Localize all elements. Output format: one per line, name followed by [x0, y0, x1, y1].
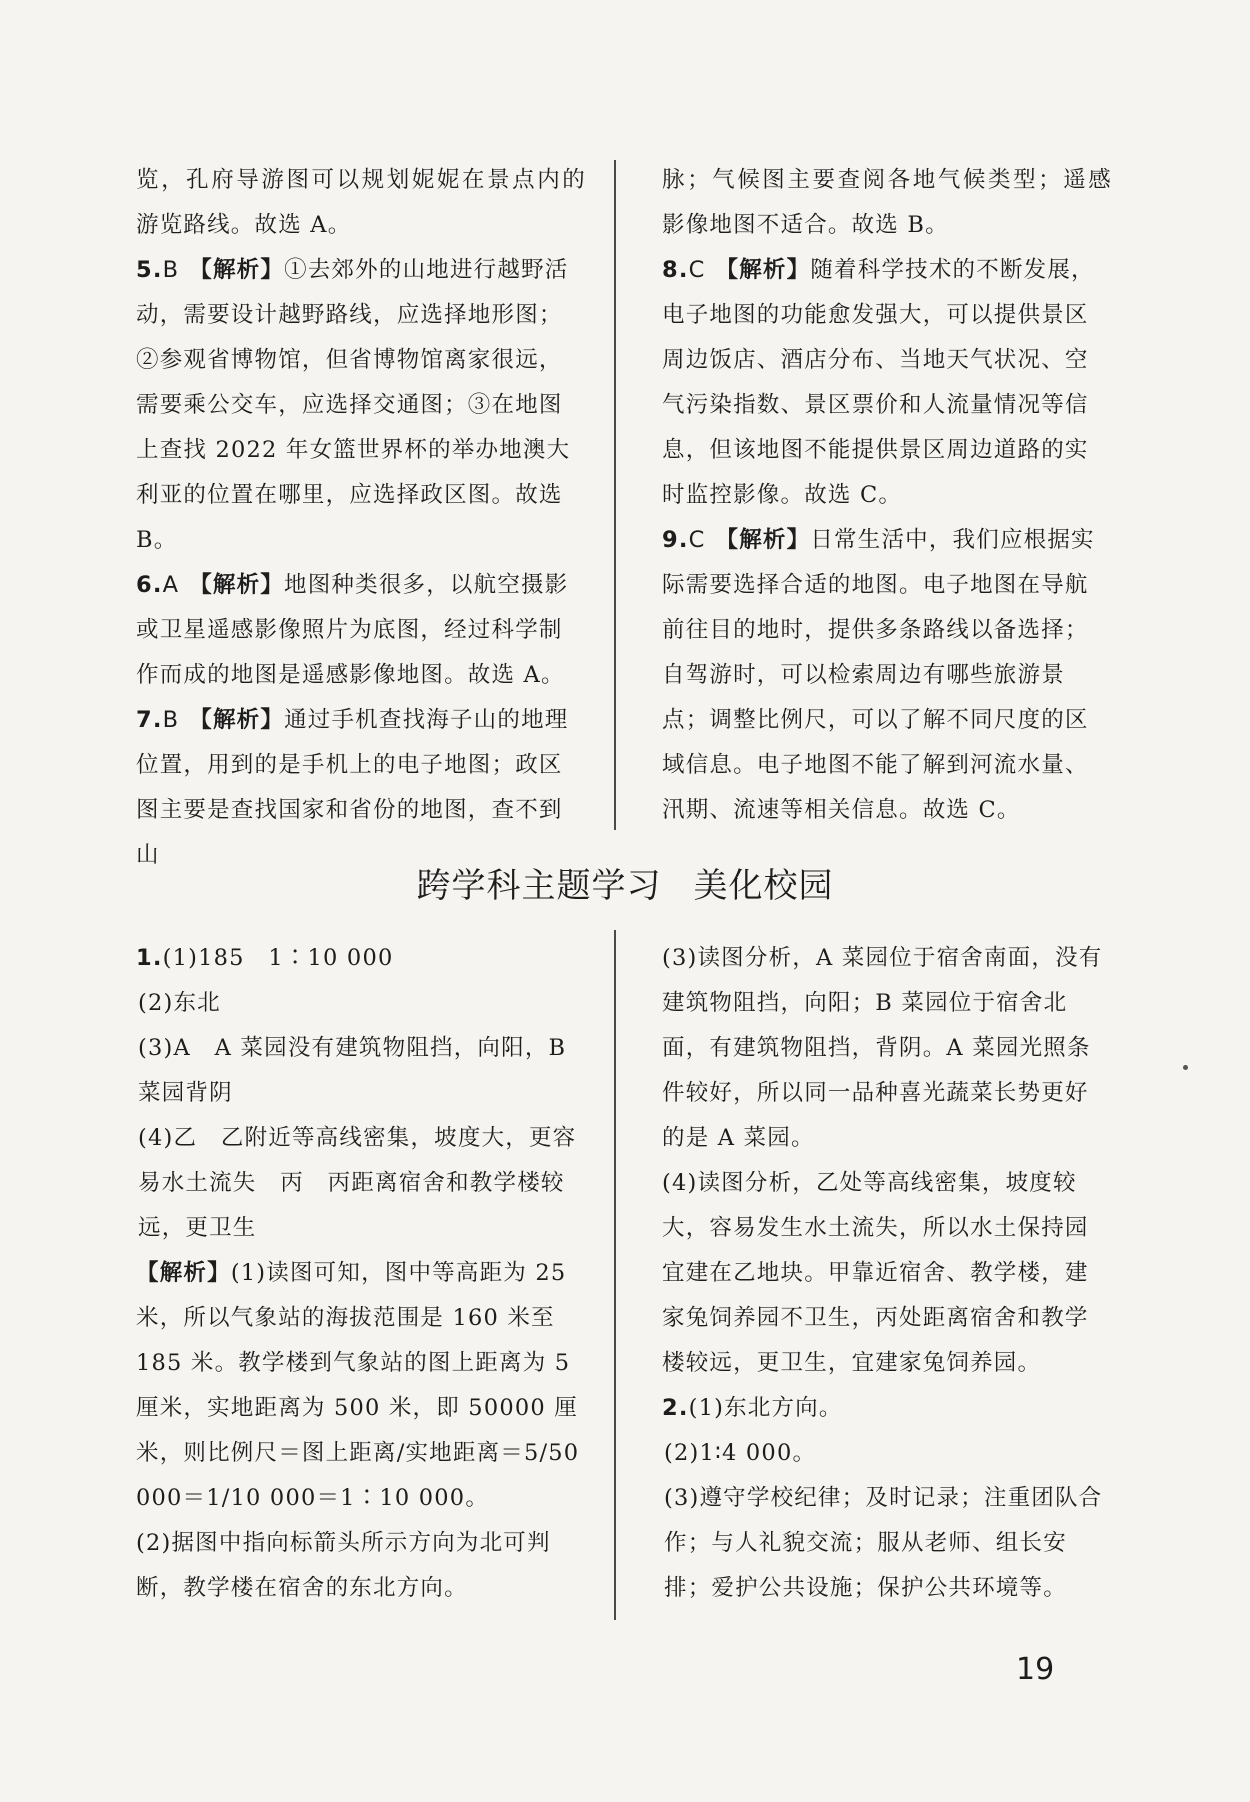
analysis-item-4 — [662, 1161, 1112, 1386]
answer-item-2-part-3 — [662, 1476, 1112, 1611]
answer-text: (2)东北 — [138, 990, 221, 1016]
section-title-main: 跨学科主题学习 — [416, 866, 662, 906]
answer-item-1-part-3 — [136, 1026, 586, 1116]
right-column-top — [662, 158, 1112, 833]
column-divider-top — [614, 160, 616, 830]
item-answer: B — [162, 257, 180, 283]
item-number: 5. — [136, 257, 163, 283]
analysis-text: (3)读图分析，A 菜园位于宿舍南面，没有建筑物阻挡，向阳；B 菜园位于宿舍北面，有建筑物阻挡，背阴。A 菜园光照条件较好，所以同一品种喜光蔬菜长势更好的是 A 菜园。 — [662, 945, 1103, 1151]
right-column-bottom — [662, 936, 1112, 1611]
continued-paragraph — [136, 158, 586, 248]
section-title — [0, 858, 1250, 907]
analysis-tag: 【解析】 — [715, 257, 811, 283]
answer-item-1-part-4 — [136, 1116, 586, 1251]
item-number: 7. — [136, 707, 163, 733]
answer-text: (4)乙 乙附近等高线密集，坡度大，更容易水土流失 丙 丙距离宿舍和教学楼较远，更卫生 — [138, 1125, 577, 1241]
analysis-tag: 【解析】 — [189, 572, 285, 598]
answer-item-9 — [662, 518, 1112, 833]
analysis-tag: 【解析】 — [136, 1260, 231, 1286]
answer-item-7 — [136, 698, 586, 878]
item-answer: A — [162, 572, 180, 598]
answer-text: (1)185 1∶10 000 — [162, 945, 394, 971]
analysis-item-2 — [136, 1521, 586, 1611]
answer-text: (2)1∶4 000。 — [664, 1440, 817, 1466]
answer-item-8 — [662, 248, 1112, 518]
analysis-text: 日常生活中，我们应根据实际需要选择合适的地图。电子地图在导航前往目的地时，提供多条路线以备选择；自驾游时，可以检索周边有哪些旅游景点；调整比例尺，可以了解不同尺度的区域信息。电子地图不能了解到河流水量、汛期、流速等相关信息。故选 C。 — [662, 527, 1095, 823]
item-answer: B — [162, 707, 180, 733]
left-column-bottom — [136, 936, 586, 1611]
analysis-item-3 — [662, 936, 1112, 1161]
analysis-text: 随着科学技术的不断发展，电子地图的功能愈发强大，可以提供景区周边饭店、酒店分布、当地天气状况、空气污染指数、景区票价和人流量情况等信息，但该地图不能提供景区周边道路的实时监控影像。故选 C。 — [662, 257, 1095, 508]
analysis-text: (2)据图中指向标箭头所示方向为北可判断，教学楼在宿舍的东北方向。 — [136, 1530, 551, 1601]
analysis-text: (1)读图可知，图中等高距为 25 米，所以气象站的海拔范围是 160 米至 185 米。教学楼到气象站的图上距离为 5 厘米，实地距离为 500 米，即 50000 厘米，则比例尺＝图上距离/实地距离＝5/50 000＝1/10 000＝1∶10 000。 — [136, 1260, 580, 1511]
analysis-text: 通过手机查找海子山的地理位置，用到的是手机上的电子地图；政区图主要是查找国家和省份的地图，查不到山 — [136, 707, 569, 868]
answer-text: (1)东北方向。 — [688, 1395, 843, 1421]
answer-item-1-part-1 — [136, 936, 586, 981]
item-answer: C — [688, 527, 706, 553]
answer-text: (3)遵守学校纪律；及时记录；注重团队合作；与人礼貌交流；服从老师、组长安排；爱护公共设施；保护公共环境等。 — [664, 1485, 1103, 1601]
answer-item-2-part-2 — [662, 1431, 1112, 1476]
item-number: 2. — [662, 1395, 689, 1421]
left-column-top — [136, 158, 586, 878]
paragraph-text: 脉；气候图主要查阅各地气候类型；遥感影像地图不适合。故选 B。 — [662, 167, 1112, 238]
speck-mark — [1183, 1065, 1188, 1070]
analysis-text: ①去郊外的山地进行越野活动，需要设计越野路线，应选择地形图；②参观省博物馆，但省博物馆离家很远，需要乘公交车，应选择交通图；③在地图上查找 2022 年女篮世界杯的举办地澳大利亚的位置在哪里，应选择政区图。故选 B。 — [136, 257, 571, 553]
analysis-text: (4)读图分析，乙处等高线密集，坡度较大，容易发生水土流失，所以水土保持园宜建在乙地块。甲靠近宿舍、教学楼，建家兔饲养园不卫生，丙处距离宿舍和教学楼较远，更卫生，宜建家兔饲养园。 — [662, 1170, 1089, 1376]
page-number: 19 — [1016, 1652, 1055, 1687]
analysis-text: 地图种类很多，以航空摄影或卫星遥感影像照片为底图，经过科学制作而成的地图是遥感影像地图。故选 A。 — [136, 572, 569, 688]
answer-item-1-part-2 — [136, 981, 586, 1026]
paragraph-text: 览，孔府导游图可以规划妮妮在景点内的游览路线。故选 A。 — [136, 167, 586, 238]
analysis-tag: 【解析】 — [189, 707, 285, 733]
item-number: 6. — [136, 572, 163, 598]
answer-text: (3)A A 菜园没有建筑物阻挡，向阳，B 菜园背阴 — [138, 1035, 567, 1106]
item-number: 1. — [136, 945, 163, 971]
answer-item-5 — [136, 248, 586, 563]
item-number: 8. — [662, 257, 689, 283]
analysis-tag: 【解析】 — [189, 257, 285, 283]
continued-paragraph — [662, 158, 1112, 248]
column-divider-bottom — [614, 930, 616, 1620]
analysis-item-1 — [136, 1251, 586, 1521]
analysis-tag: 【解析】 — [715, 527, 811, 553]
item-answer: C — [688, 257, 706, 283]
answer-item-2-part-1 — [662, 1386, 1112, 1431]
item-number: 9. — [662, 527, 689, 553]
section-title-sub: 美化校园 — [693, 866, 834, 906]
answer-item-6 — [136, 563, 586, 698]
